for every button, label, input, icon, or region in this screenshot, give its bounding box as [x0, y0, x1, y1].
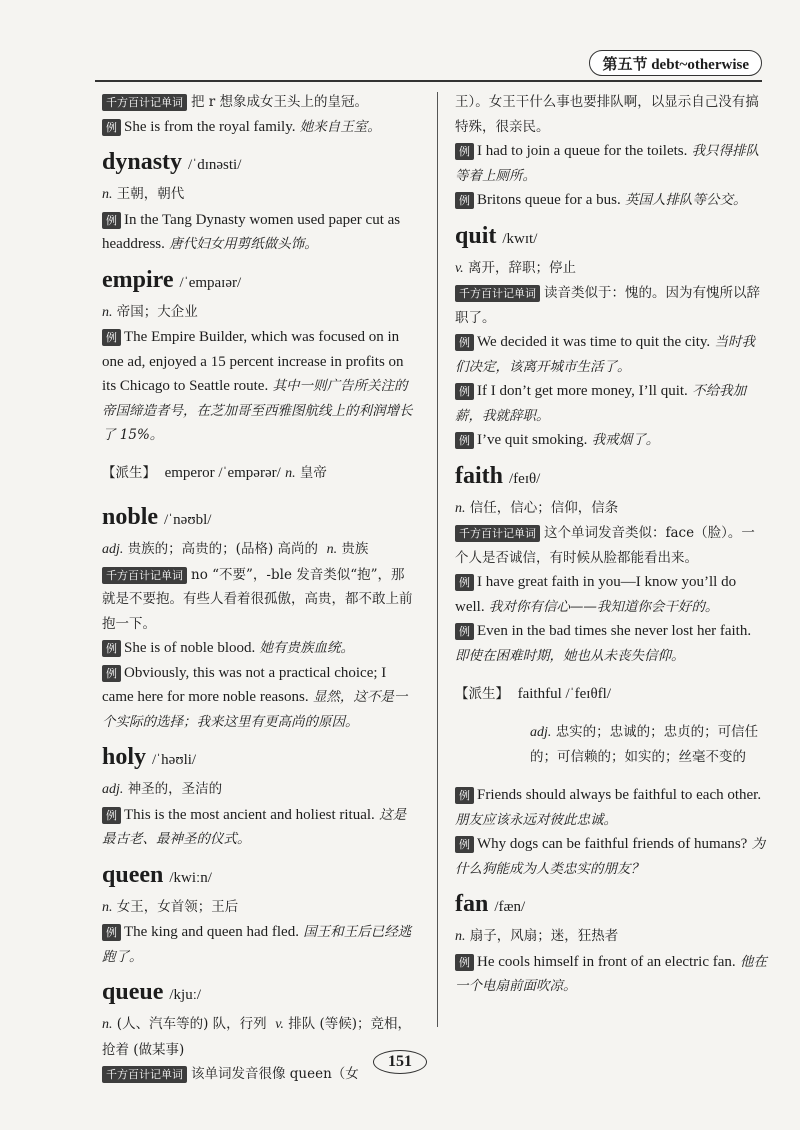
column-divider — [437, 92, 438, 1027]
example: 例 She is from the royal family. 她来自王室。 — [102, 115, 414, 140]
pronunciation: /ˈempaɪər/ — [179, 274, 242, 291]
right-column — [455, 90, 767, 999]
example: 例 Why dogs can be faithful friends of humans? 为什么狗能成为人类忠实的朋友？ — [455, 836, 766, 877]
headword: faith — [455, 462, 503, 489]
entry-faith — [455, 459, 767, 496]
headword: fan — [455, 891, 489, 917]
example: 例 I’ve quit smoking. 我戒烟了。 — [455, 428, 767, 453]
pronunciation: /feɪθ/ — [509, 470, 541, 487]
headword: dynasty — [102, 149, 183, 175]
entry-quit — [455, 219, 767, 256]
example: 例 Britons queue for a bus. 英国人排队等公交。 — [455, 188, 767, 213]
definition: v. 离开，辞职；停止 — [455, 259, 576, 276]
pronunciation: /ˈnəʊbl/ — [164, 512, 212, 528]
page-number: 151 — [0, 1050, 800, 1074]
definition: adj. 神圣的，圣洁的 — [102, 781, 223, 797]
mnemonic: 千方百计记单词 把 r 想象成女王头上的皇冠。 — [102, 90, 414, 115]
left-column — [102, 90, 414, 1087]
headword: holy — [102, 744, 147, 770]
definition: n. 扇子，风扇；迷，狂热者 — [455, 928, 619, 944]
pronunciation: /kwiːn/ — [169, 869, 212, 886]
example: 例 The king and queen had fled. 国王和王后已经逃跑了。 — [102, 924, 412, 965]
entry-fan — [455, 887, 767, 924]
derivative-definition: adj. 忠实的；忠诚的；忠贞的；可信任的；可信赖的；如实的；丝毫不变的 — [530, 723, 759, 765]
example: 例 I had to join a queue for the toilets. 我只得排队等着上厕所。 — [455, 143, 760, 184]
example-marker: 例 — [102, 119, 121, 136]
header-rule — [95, 80, 762, 82]
example: 例 This is the most ancient and holiest ritual. 这是最古老、最神圣的仪式。 — [102, 806, 407, 847]
example: 例 We decided it was time to quit the city. 当时我们决定，该离开城市生活了。 — [455, 334, 755, 375]
definition: n. 信任，信心；信仰，信条 — [455, 499, 619, 516]
definition: n. 王朝，朝代 — [102, 186, 185, 202]
definition: n. 帝国；大企业 — [102, 303, 198, 320]
derivative: 【派生】 emperor /ˈempərər/ n. 皇帝 — [102, 465, 327, 481]
section-header: 第五节 debt~otherwise — [589, 50, 762, 76]
headword: noble — [102, 504, 159, 530]
example: 例 In the Tang Dynasty women used paper cut as headdress. 唐代妇女用剪纸做头饰。 — [102, 211, 401, 252]
pronunciation: /kjuː/ — [169, 987, 202, 1003]
headword: empire — [102, 266, 174, 293]
mnemonic-tag: 千方百计记单词 — [102, 94, 187, 111]
example: 例 If I don’t get more money, I’ll quit. 不给我加薪，我就辞职。 — [455, 383, 747, 424]
entry-dynasty — [102, 145, 414, 182]
pronunciation: /kwɪt/ — [502, 230, 538, 247]
entry-holy — [102, 740, 414, 777]
example: 例 He cools himself in front of an electric fan. 他在一个电扇前面吹凉。 — [455, 953, 767, 994]
example: 例 Even in the bad times she never lost her faith. 即使在困难时期，她也从未丧失信仰。 — [455, 623, 752, 664]
mnemonic: 千方百计记单词 这个单词发音类似：face（脸）。一个人是否诚信，有时候从脸都能看出来。 — [455, 525, 755, 566]
definition: adj. 贵族的；高贵的；(品格) 高尚的 n. 贵族 — [102, 541, 369, 557]
example: 例 Obviously, this was not a practical choice; I came here for more noble reasons. 显然，这不是一个实际的选择；我来这里有更高尚的原因。 — [102, 664, 408, 730]
pronunciation: /ˈhəʊli/ — [152, 752, 197, 768]
entry-queue — [102, 975, 414, 1012]
pronunciation: /fæn/ — [494, 899, 526, 915]
mnemonic-continued: 王）。女王干什么事也要排队啊，以显示自己没有搞特殊，很亲民。 — [455, 94, 759, 135]
definition: n. (人、汽车等的) 队，行列 v. 排队 (等候)；竞相，抢着 (做某事) — [102, 1016, 412, 1058]
headword: queen — [102, 861, 164, 888]
derivative: 【派生】 faithful /ˈfeɪθfl/ — [455, 685, 611, 702]
mnemonic: 千方百计记单词 读音类似于：愧的。因为有愧所以辞职了。 — [455, 285, 760, 326]
entry-noble — [102, 500, 414, 537]
pronunciation: /ˈdɪnəsti/ — [188, 157, 242, 173]
example: 例 Friends should always be faithful to each other. 朋友应该永远对彼此忠诚。 — [455, 787, 762, 828]
mnemonic: 千方百计记单词 no “不要”，-ble 发音类似“抱”，那就是不要抱。有些人看着很孤傲，高贵，都不敢上前抱一下。 — [102, 566, 413, 632]
headword: quit — [455, 222, 497, 249]
entry-queen — [102, 858, 414, 895]
mnemonic: 千方百计记单词 该单词发音很像 queen（女 — [102, 1062, 414, 1087]
headword: queue — [102, 979, 164, 1005]
definition: n. 女王，女首领；王后 — [102, 898, 239, 915]
entry-empire — [102, 263, 414, 300]
example: 例 I have great faith in you—I know you’ll do well. 我对你有信心——我知道你会干好的。 — [455, 574, 737, 615]
example: 例 The Empire Builder, which was focused on in one ad, enjoyed a 15 percent increase in profits on its Chicago to Seattle route. 其中一则广告所关注的帝国缔造者号，在芝加哥至西雅图航线上的利润增长了 15%。 — [102, 329, 413, 443]
example: 例 She is of noble blood. 她有贵族血统。 — [102, 636, 414, 661]
